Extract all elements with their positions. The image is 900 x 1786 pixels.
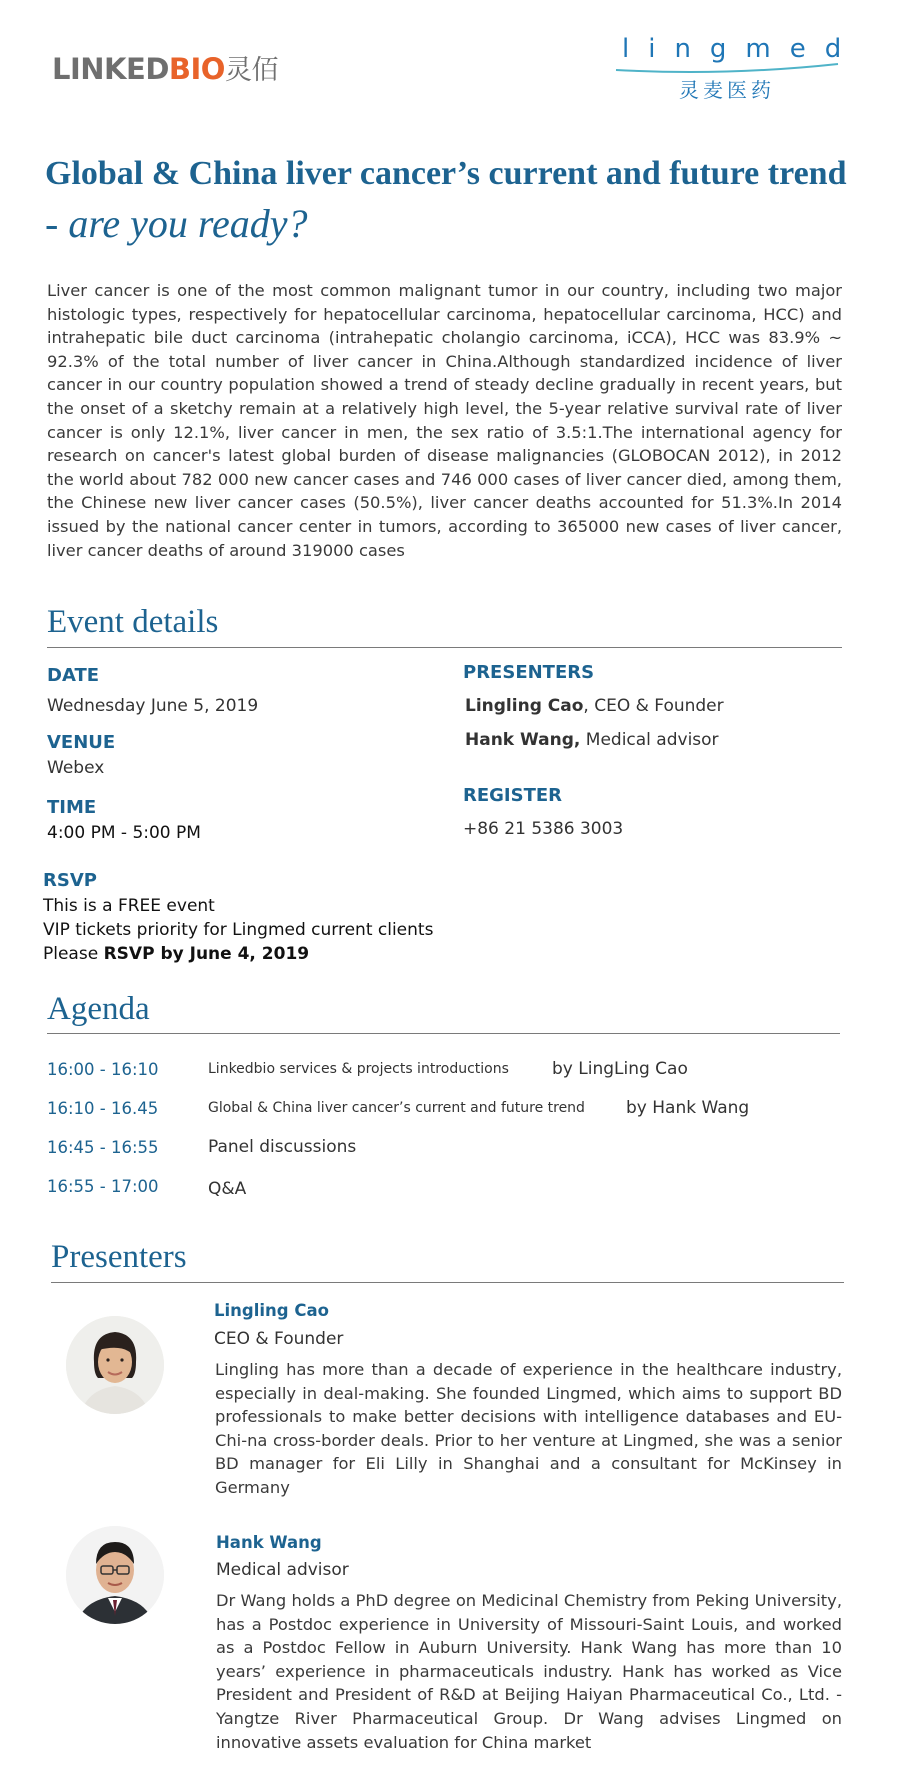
agenda-time-3: 16:45 - 16:55 (47, 1138, 159, 1157)
intro-paragraph: Liver cancer is one of the most common malignant tumor in our country, including two major histologic types, respectively for hepatocellular carcinoma, hepatocellular carcinoma, HCC) and intrahepatic bile duct carcinoma (intrahepatic cholangio carcinoma, iCCA), HCC was 83.9% ~ 92.3% of the total number of liver cancer in China.Although standardized incidence of liver cancer in our country population showed a trend of steady decline gradually in recent years, but the onset of a sketchy remain at a relatively high level, the 5-year relative survival rate of liver cancer is only 12.1%, liver cancer in men, the sex ratio of 3.5:1.The international agency for research on cancer's latest global burden of disease malignancies (GLOBOCAN 2012), in 2012 the world about 782 000 new cancer cases and 746 000 cases of liver cancer died, among them, the Chinese new liver cancer cases (50.5%), liver cancer deaths accounted for 51.3%.In 2014 issued by the national cancer center in tumors, according to 365000 new cases of liver cancer, liver cancer deaths of around 319000 cases (47, 281, 842, 560)
presenters-divider (51, 1282, 844, 1283)
title-line1: Global & China liver cancer’s current and future trend (45, 155, 847, 192)
agenda-divider (47, 1033, 840, 1034)
presenter-line-2 (465, 730, 719, 750)
presenter-1-name-heading: Lingling Cao (214, 1301, 329, 1320)
page-subtitle (45, 200, 308, 247)
agenda-topic-4: Q&A (208, 1179, 247, 1199)
presenter-1-title: CEO & Founder (214, 1329, 344, 1349)
agenda-time-4: 16:55 - 17:00 (47, 1177, 159, 1196)
page-title (45, 155, 846, 193)
agenda-time-1: 16:00 - 16:10 (47, 1060, 159, 1079)
presenter-2-name: Hank Wang, (465, 730, 581, 750)
time-value: 4:00 PM - 5:00 PM (47, 823, 201, 843)
agenda-topic-3: Panel discussions (208, 1137, 357, 1157)
event-details-heading: Event details (47, 604, 219, 640)
register-phone[interactable]: +86 21 5386 3003 (463, 819, 624, 839)
subtitle-italic: are you ready? (68, 201, 308, 246)
agenda-time-2: 16:10 - 16.45 (47, 1099, 159, 1118)
time-label: TIME (47, 797, 97, 818)
register-label: REGISTER (463, 785, 563, 806)
agenda-heading: Agenda (47, 991, 150, 1027)
date-label: DATE (47, 665, 100, 686)
rsvp-line-3-prefix: Please (43, 944, 104, 964)
subtitle-dash: - (45, 201, 59, 246)
presenter-2-role: Medical advisor (580, 730, 719, 750)
logo-chinese-text: 灵佰 (224, 55, 278, 86)
logo-bio-text: BIO (168, 52, 225, 86)
venue-value: Webex (47, 758, 105, 778)
presenter-1-role: , CEO & Founder (583, 696, 724, 716)
presenters-heading: Presenters (51, 1239, 187, 1275)
rsvp-line-1: This is a FREE event (43, 896, 215, 916)
event-details-divider (47, 647, 842, 648)
lingmed-chinese-text: 灵麦医药 (679, 78, 775, 102)
agenda-topic-1: Linkedbio services & projects introductions (208, 1061, 509, 1077)
rsvp-label: RSVP (43, 870, 97, 891)
avatar-lingling-cao (66, 1316, 164, 1414)
presenter-2-title: Medical advisor (216, 1560, 349, 1580)
presenter-line-1 (465, 696, 724, 716)
rsvp-line-3 (43, 944, 309, 964)
agenda-by-1: by LingLing Cao (552, 1059, 688, 1079)
logo-linked-text: LINKED (52, 52, 169, 86)
lingmed-latin-text: lingmed (622, 34, 861, 64)
venue-label: VENUE (47, 732, 116, 753)
presenter-1-name: Lingling Cao (465, 696, 584, 716)
avatar-hank-wang (66, 1526, 164, 1624)
lingmed-logo (612, 34, 861, 104)
linkedbio-logo (52, 48, 278, 87)
date-value: Wednesday June 5, 2019 (47, 696, 259, 716)
rsvp-deadline: RSVP by June 4, 2019 (103, 944, 310, 964)
rsvp-line-2: VIP tickets priority for Lingmed current clients (43, 920, 434, 940)
agenda-topic-2: Global & China liver cancer’s current and future trend (208, 1100, 585, 1116)
presenter-2-bio: Dr Wang holds a PhD degree on Medicinal Chemistry from Peking University, has a Postdoc experience in University of Missouri-Saint Louis, and worked as a Postdoc Fellow in Auburn University. Hank Wang has more than 10 years’ experience in pharmaceuticals industry. Hank has worked as Vice President and President of R&D at Beijing Haiyan Pharmaceutical Co., Ltd. - Yangtze River Pharmaceutical Group. Dr Wang advises Lingmed on innovative assets evaluation for China market (216, 1591, 842, 1752)
presenter-2-name-heading: Hank Wang (216, 1533, 322, 1552)
presenters-label: PRESENTERS (463, 662, 595, 683)
presenter-1-bio: Lingling has more than a decade of experience in the healthcare industry, especially in deal-making. She founded Lingmed, which aims to support BD professionals to make better decisions with intelligence databases and EU-Chi-na cross-border deals. Prior to her venture at Lingmed, she was a senior BD manager for Eli Lilly in Shanghai and a consultant for McKinsey in Germany (215, 1360, 842, 1497)
agenda-by-2: by Hank Wang (626, 1098, 750, 1118)
